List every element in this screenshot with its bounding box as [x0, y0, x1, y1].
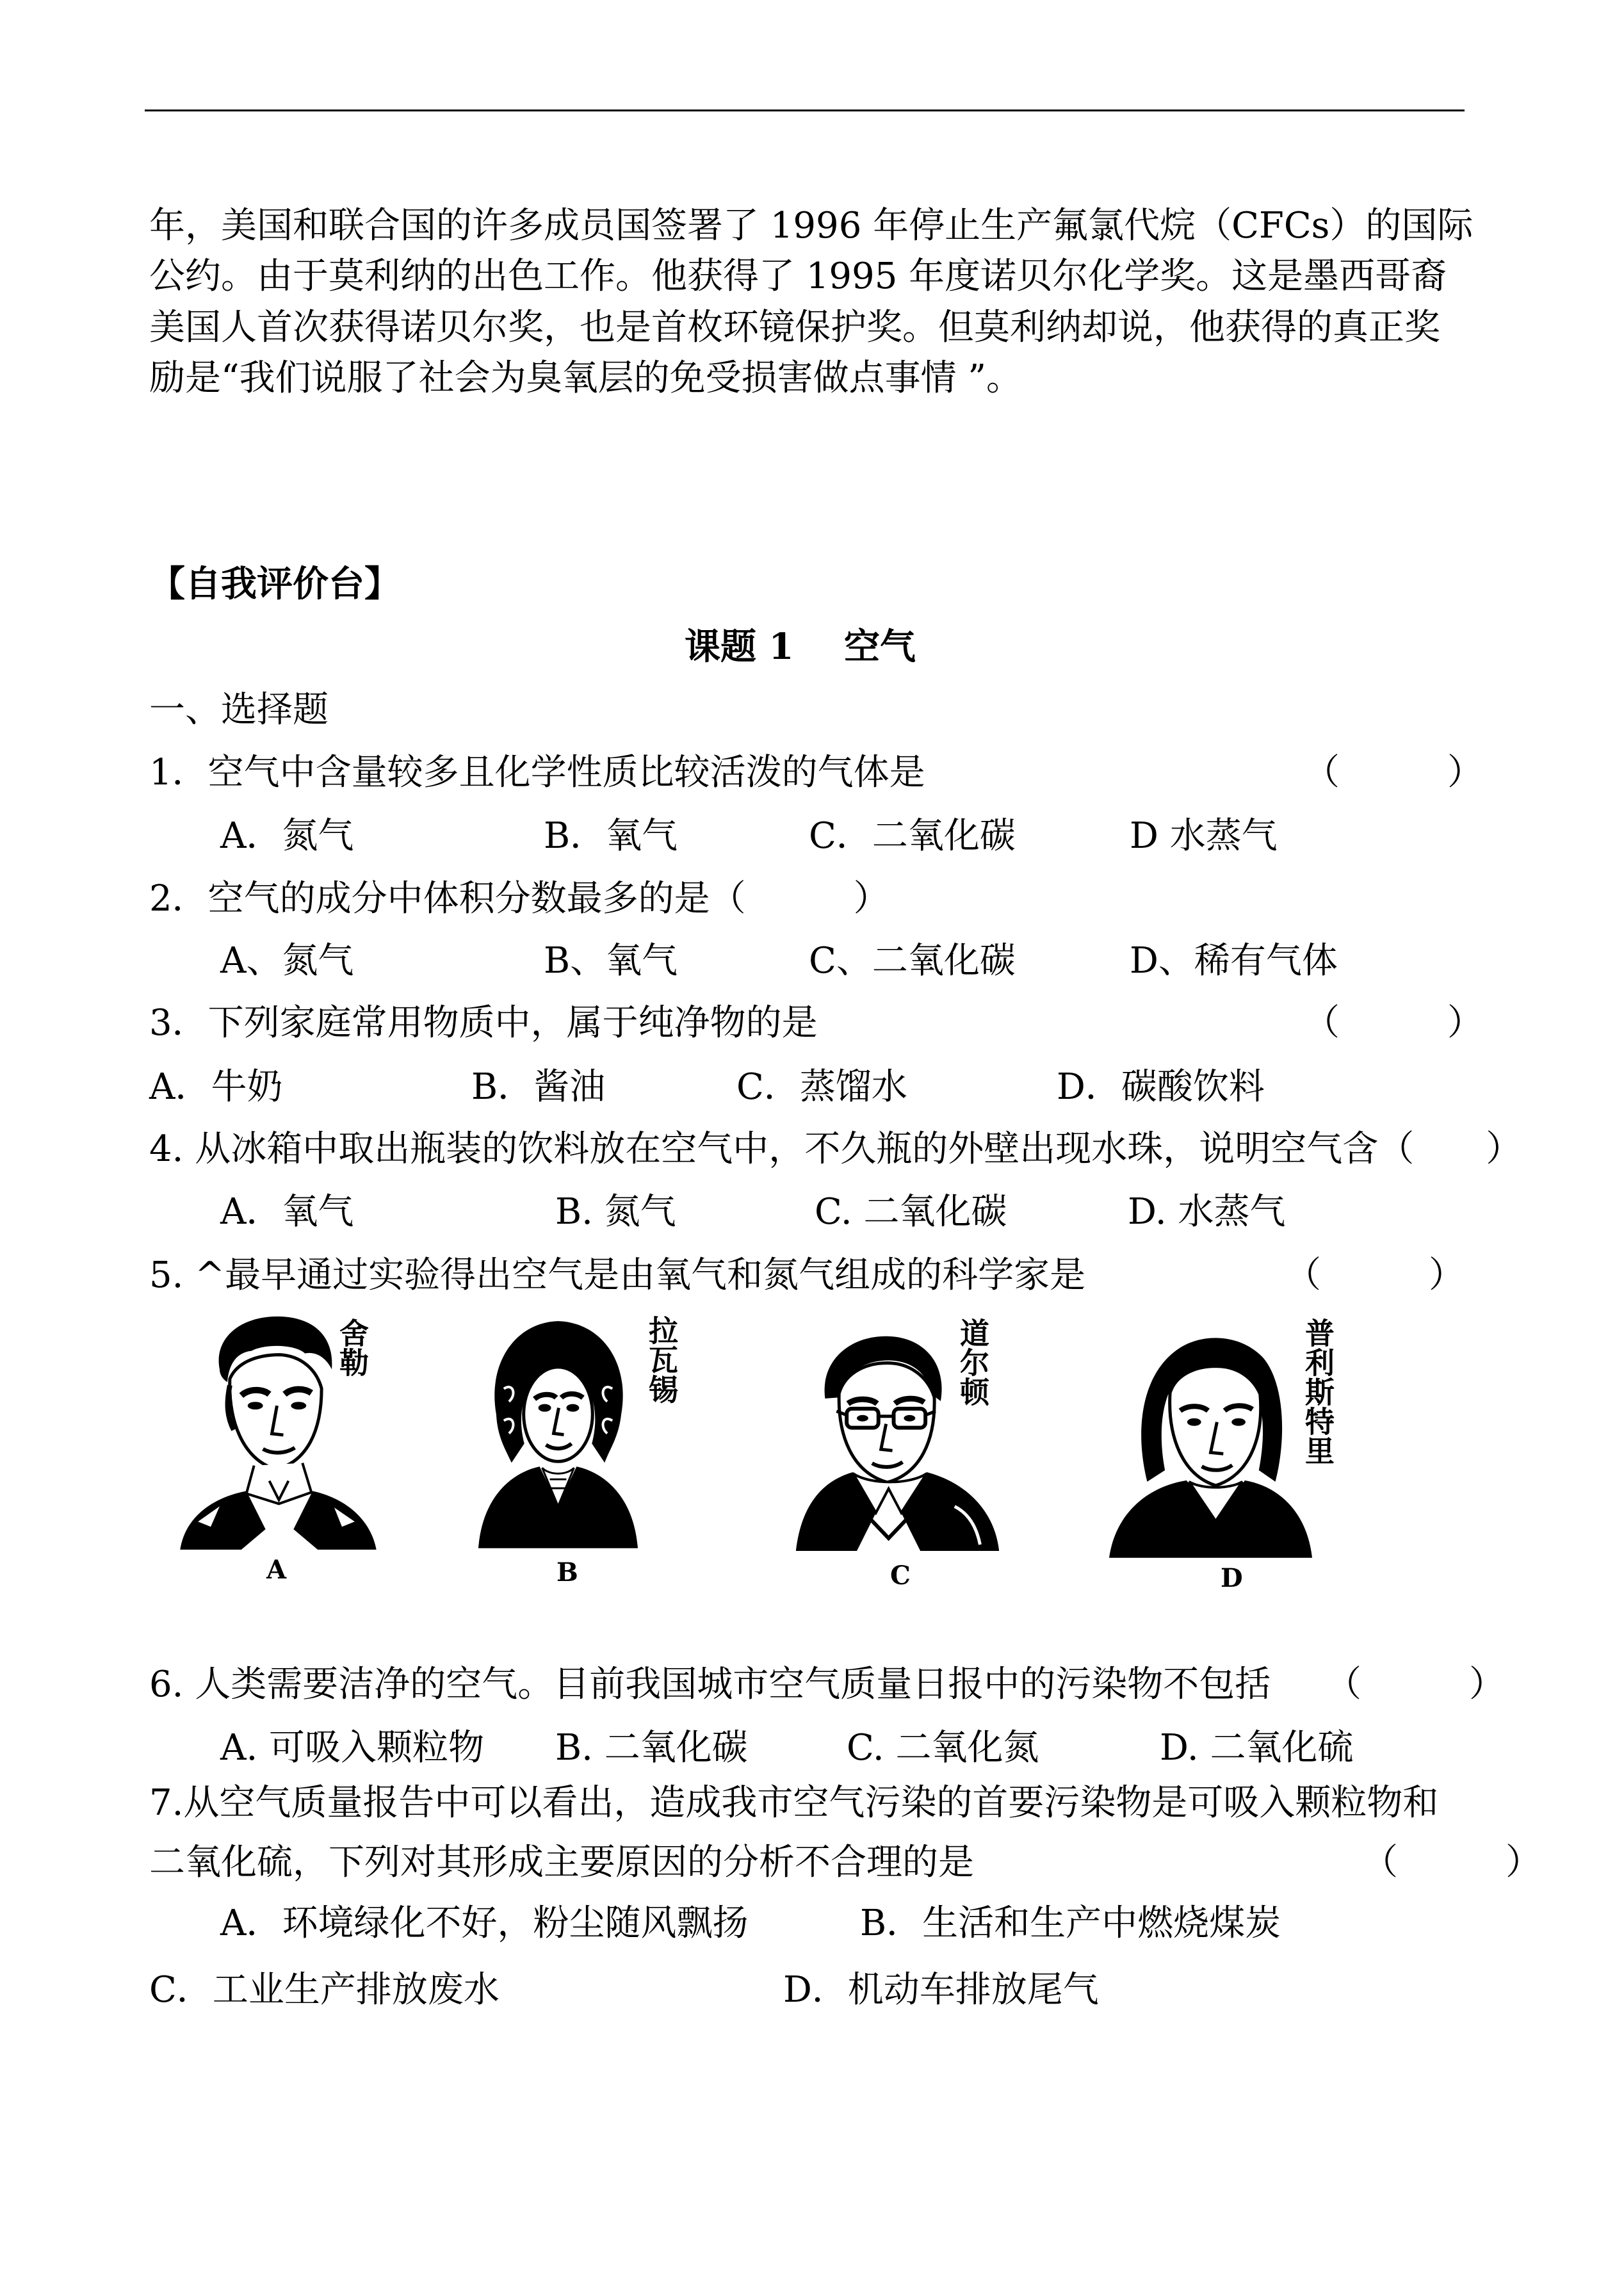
option-a: A. 可吸入颗粒物 [220, 1727, 485, 1769]
portrait-name-label: 拉瓦锡 [644, 1315, 679, 1404]
option-d: D．机动车排放尾气 [783, 1969, 1099, 2011]
portrait-choice-letter: A [266, 1555, 287, 1585]
question-stem: 4. 从冰箱中取出瓶装的饮料放在空气中，不久瓶的外壁出现水珠，说明空气含（ ） [149, 1128, 1522, 1170]
option-c: C．蒸馏水 [736, 1066, 907, 1108]
option-c: C. 二氧化碳 [815, 1191, 1007, 1233]
option-c: C．工业生产排放废水 [149, 1969, 499, 2011]
option-a: A、氮气 [220, 940, 354, 982]
portrait-lavoisier [478, 1312, 638, 1548]
portrait-choice-letter: B [556, 1557, 578, 1587]
option-c: C、二氧化碳 [809, 940, 1016, 982]
option-b: B．酱油 [471, 1066, 606, 1108]
option-b: B、氧气 [544, 940, 678, 982]
option-b: B．氧气 [544, 815, 678, 857]
passage-line: 公约。由于莫利纳的出色工作。他获得了 1995 年度诺贝尔化学奖。这是墨西哥裔 [149, 255, 1447, 297]
option-d: D．碳酸饮料 [1057, 1066, 1265, 1108]
answer-blank: （ ） [1326, 1664, 1505, 1705]
portrait-name-label: 舍勒 [335, 1318, 369, 1377]
lesson-topic: 空气 [844, 626, 916, 668]
question-stem: 2．空气的成分中体积分数最多的是（ ） [149, 878, 889, 920]
option-d: D. 水蒸气 [1128, 1191, 1286, 1233]
option-d: D、稀有气体 [1130, 940, 1338, 982]
option-b: B. 氮气 [555, 1191, 676, 1233]
passage-line: 美国人首次获得诺贝尔奖，也是首枚环镜保护奖。但莫利纳却说，他获得的真正奖 [149, 307, 1440, 348]
question-stem: 6. 人类需要洁净的空气。目前我国城市空气质量日报中的污染物不包括 [149, 1664, 1271, 1705]
portrait-drawing [478, 1312, 638, 1548]
question-stem-line: 7.从空气质量报告中可以看出，造成我市空气污染的首要污染物是可吸入颗粒物和 [149, 1782, 1439, 1824]
answer-blank: （ ） [1304, 1002, 1483, 1044]
option-d: D. 二氧化硫 [1160, 1727, 1354, 1769]
question-stem-line: 二氧化硫，下列对其形成主要原因的分析不合理的是 [149, 1842, 974, 1883]
portrait-choice-letter: D [1221, 1563, 1243, 1593]
option-b: B．生活和生产中燃烧煤炭 [860, 1902, 1281, 1944]
part-heading: 一、选择题 [149, 689, 329, 731]
answer-blank: （ ） [1362, 1842, 1541, 1883]
section-heading: 【自我评价台】 [149, 563, 400, 605]
option-d: D 水蒸气 [1130, 815, 1278, 857]
option-a: A．氧气 [220, 1191, 354, 1233]
portrait-priestley [1109, 1322, 1312, 1559]
option-b: B. 二氧化碳 [555, 1727, 748, 1769]
portrait-drawing [1109, 1322, 1312, 1559]
option-c: C．二氧化碳 [809, 815, 1016, 857]
question-stem: 3．下列家庭常用物质中，属于纯净物的是 [149, 1002, 818, 1044]
passage-line: 年，美国和联合国的许多成员国签署了 1996 年停止生产氟氯代烷（CFCs）的国际 [149, 205, 1474, 247]
portrait-choice-letter: C [890, 1561, 911, 1591]
answer-blank: （ ） [1285, 1254, 1465, 1296]
option-a: A．环境绿化不好，粉尘随风飘扬 [220, 1902, 749, 1944]
header-rule [145, 109, 1465, 111]
option-a: A．氮气 [220, 815, 354, 857]
portrait-name-label: 普利斯特里 [1301, 1318, 1335, 1465]
portrait-name-label: 道尔顿 [955, 1318, 990, 1406]
question-stem: 1．空气中含量较多且化学性质比较活泼的气体是 [149, 752, 925, 793]
answer-blank: （ ） [1304, 752, 1483, 793]
question-stem: 5. ^最早通过实验得出空气是由氧气和氮气组成的科学家是 [149, 1254, 1086, 1296]
option-c: C. 二氧化氮 [847, 1727, 1039, 1769]
option-a: A．牛奶 [149, 1066, 283, 1108]
lesson-label: 课题 1 [685, 626, 794, 668]
passage-line: 励是“我们说服了社会为臭氧层的免受损害做点事情 ”。 [149, 357, 1023, 399]
